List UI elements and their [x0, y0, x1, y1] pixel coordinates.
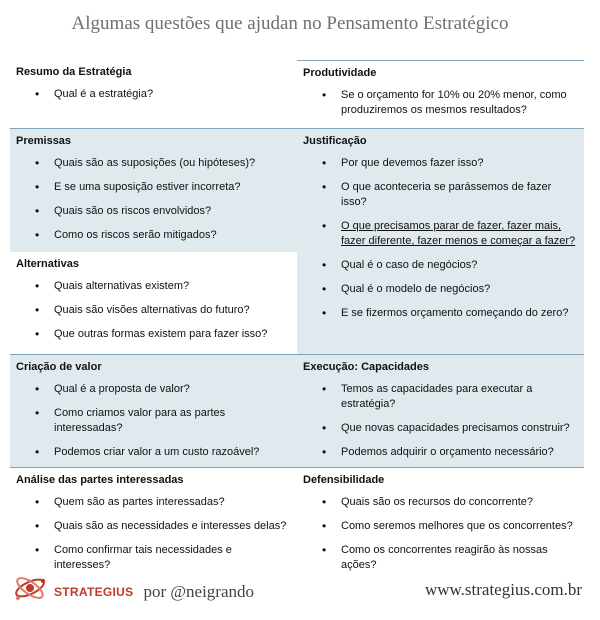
list-item: • Como os riscos serão mitigados?	[54, 228, 291, 243]
section-analise	[10, 467, 297, 571]
section-resumo	[10, 60, 297, 128]
section-header: Defensibilidade	[303, 474, 385, 486]
question-list	[16, 279, 291, 342]
section-header: Justificação	[303, 135, 367, 147]
list-item: • Qual é a estratégia?	[54, 87, 291, 102]
questions-grid	[10, 60, 584, 571]
section-produtividade	[297, 60, 584, 128]
section-header: Execução: Capacidades	[303, 361, 429, 373]
list-item: • Que outras formas existem para fazer isso?	[54, 327, 291, 342]
section-header: Resumo da Estratégia	[16, 66, 132, 78]
list-item: • Podemos criar valor a um custo razoável?	[54, 445, 291, 460]
list-item: • Podemos adquirir o orçamento necessário?	[341, 445, 578, 460]
website-url[interactable]: www.strategius.com.br	[424, 580, 582, 599]
list-item: • Se o orçamento for 10% ou 20% menor, como produziremos os mesmos resultados?	[341, 88, 578, 118]
list-item: • Como criamos valor para as partes interessadas?	[54, 406, 291, 436]
list-item: • Quais alternativas existem?	[54, 279, 291, 294]
list-item: • Quais são as necessidades e interesses delas?	[54, 519, 291, 534]
footer-brand	[12, 572, 254, 611]
section-execucao	[297, 354, 584, 467]
section-header: Análise das partes interessadas	[16, 474, 184, 486]
list-item: • Qual é o caso de negócios?	[341, 258, 578, 273]
question-list	[303, 382, 578, 460]
list-item: • Como confirmar tais necessidades e interesses?	[54, 543, 291, 573]
list-item: • Qual é a proposta de valor?	[54, 382, 291, 397]
section-alternativas	[10, 252, 297, 354]
brand-name: STRATEGIUS	[54, 584, 134, 599]
section-header: Premissas	[16, 135, 72, 147]
section-defensibilidade	[297, 467, 584, 571]
list-item: • Qual é o modelo de negócios?	[341, 282, 578, 297]
question-list	[303, 88, 578, 118]
list-item: • Quais são os riscos envolvidos?	[54, 204, 291, 219]
list-item: • Quais são visões alternativas do futuro?	[54, 303, 291, 318]
question-list	[16, 156, 291, 243]
list-item: • O que precisamos parar de fazer, fazer mais, fazer diferente, fazer menos e começar a fazer?	[341, 219, 578, 249]
section-criacao	[10, 354, 297, 467]
list-item: • Quais são os recursos do concorrente?	[341, 495, 578, 510]
question-list	[16, 382, 291, 460]
question-list	[16, 87, 291, 102]
list-item: • E se fizermos orçamento começando do zero?	[341, 306, 578, 321]
section-justificacao	[297, 128, 584, 354]
section-header: Produtividade	[303, 67, 377, 79]
list-item: • O que aconteceria se parássemos de fazer isso?	[341, 180, 578, 210]
list-item: • Quais são as suposições (ou hipóteses)?	[54, 156, 291, 171]
list-item: • Temos as capacidades para executar a estratégia?	[341, 382, 578, 412]
list-item: • Por que devemos fazer isso?	[341, 156, 578, 171]
list-item: • Como seremos melhores que os concorrentes?	[341, 519, 578, 534]
list-item: • Quem são as partes interessadas?	[54, 495, 291, 510]
section-header: Criação de valor	[16, 361, 102, 373]
section-header: Alternativas	[16, 258, 79, 270]
page-title: Algumas questões que ajudan no Pensamento Estratégico	[71, 13, 509, 34]
list-item: • E se uma suposição estiver incorreta?	[54, 180, 291, 195]
section-premissas	[10, 128, 297, 252]
question-list	[303, 156, 578, 321]
question-list	[303, 495, 578, 573]
author-credit: por @neigrando	[143, 581, 254, 601]
list-item: • Como os concorrentes reagirão às nossas ações?	[341, 543, 578, 573]
question-list	[16, 495, 291, 573]
strategius-logo-icon	[12, 572, 48, 611]
list-item: • Que novas capacidades precisamos construir?	[341, 421, 578, 436]
